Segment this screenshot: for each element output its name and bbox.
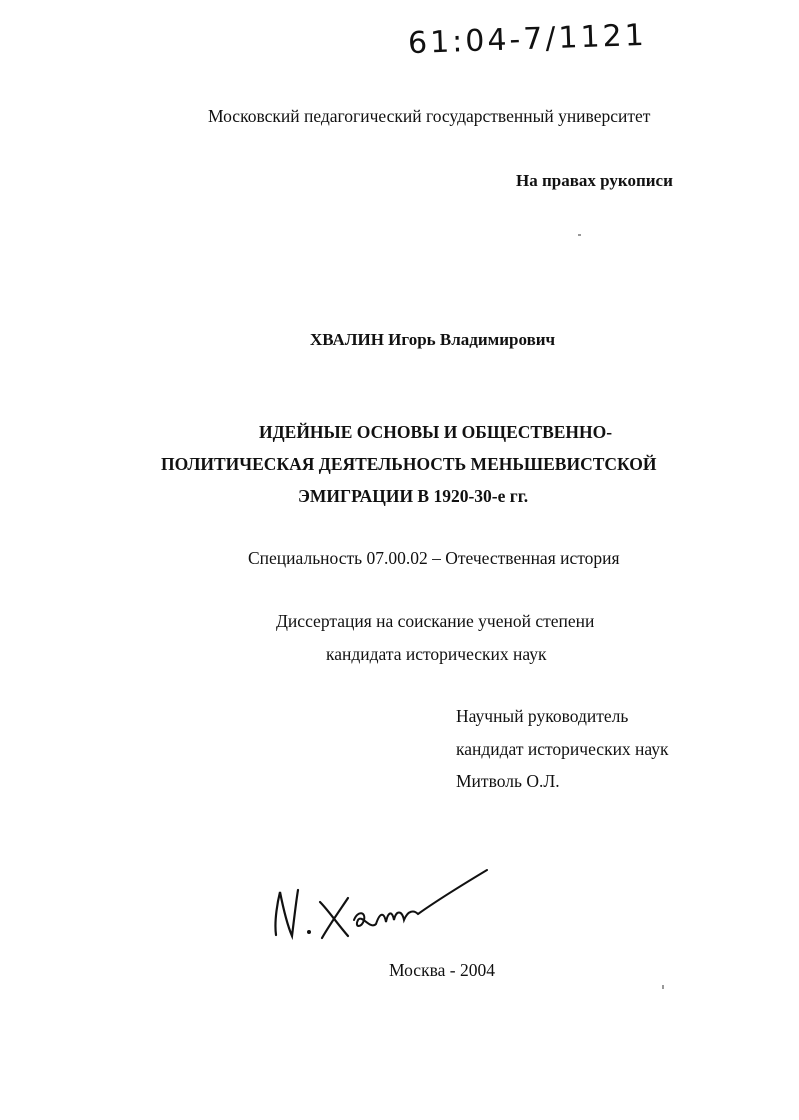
dissertation-line-2: кандидата исторических наук: [326, 644, 547, 664]
handwritten-archive-number: 61:04-7/1121: [407, 17, 648, 62]
title-line-3: ЭМИГРАЦИИ В 1920-30-е гг.: [298, 486, 529, 506]
author-signature: [262, 840, 502, 950]
specialty: Специальность 07.00.02 – Отечественная история: [248, 548, 620, 568]
supervisor-name: Митволь О.Л.: [456, 771, 560, 791]
author-name: ХВАЛИН Игорь Владимирович: [310, 330, 556, 349]
scan-speck: [662, 985, 664, 989]
supervisor-role: Научный руководитель: [456, 706, 629, 726]
title-line-2: ПОЛИТИЧЕСКАЯ ДЕЯТЕЛЬНОСТЬ МЕНЬШЕВИСТСКОЙ: [161, 454, 657, 474]
supervisor-degree: кандидат исторических наук: [456, 739, 669, 759]
title-line-1: ИДЕЙНЫЕ ОСНОВЫ И ОБЩЕСТВЕННО-: [259, 422, 613, 442]
city-and-year: Москва - 2004: [389, 960, 495, 980]
dissertation-line-1: Диссертация на соискание ученой степени: [276, 611, 595, 631]
university-name: Московский педагогический государственный университет: [208, 106, 651, 126]
scan-speck: [578, 234, 581, 236]
manuscript-rights-note: На правах рукописи: [516, 171, 673, 190]
